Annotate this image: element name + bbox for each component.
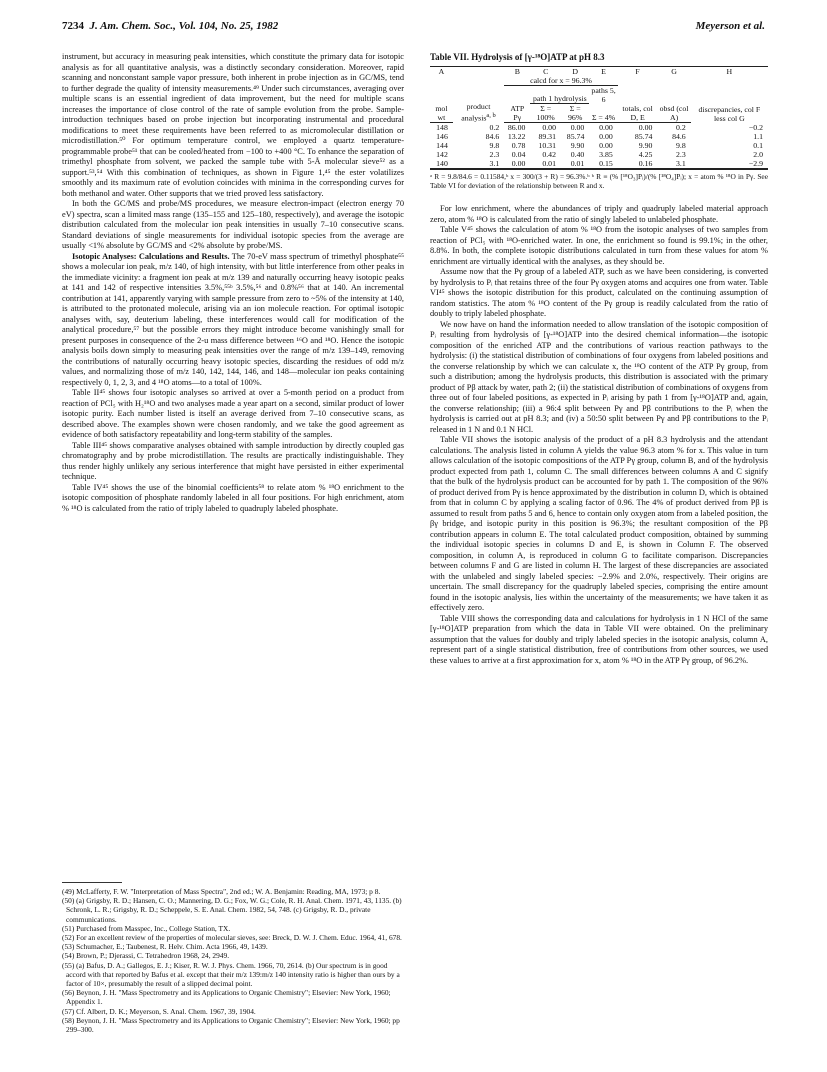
table-cell: 140 bbox=[430, 159, 453, 169]
paragraph-text: The 70-eV mass spectrum of trimethyl phosphate⁵⁵ shows a molecular ion peak, m/z 140, of high intensity, with but little interference from other peaks in the immediate vicinity: a fragment ion peak at m/z 139 and naturally occurring heavy isotopic peaks at 141 and 142 of respective intensities 3.5%,⁵⁵ᵇ 3.5%,⁵⁶ and 0.8%⁵⁶ that at 140. An incremental contribution at 141, apparently varying with sample pressure from zero to ~5% of the intensity at 140, is attributed to the protonated molecule, arising via an ion molecule reaction. For optimal isotopic analyses with, say, deuterium labeling, these interferences would call for modification of the analytical procedure,⁵⁷ but the possible errors they might introduce become vanishingly small for present purposes in consequence of the 2-u mass difference between ¹⁶O and ¹⁸O. Hence the isotopic analysis boils down simply to measuring peak intensities over the range of m/z 139–149, removing the contributions of naturally occurring heavy isotopic species, discarding the residues of odd m/z values, and normalizing those of m/z 140, 142, 144, 146, and 148—molecular ion peaks containing respectively 0, 1, 2, 3, and 4 ¹⁸O atoms—to a total of 100%. bbox=[62, 251, 404, 387]
table-letter-row bbox=[430, 66, 768, 76]
table-footnote: ᵃ R = 9.8/84.6 = 0.11584,ᵇ x = 300/(3 + R) = 96.3%.ᵇ ᵇ R ≡ (% [¹⁸O₃]Pᵢ)/(% [¹⁸O₄]Pᵢ); x = atom % ¹⁸O in Pγ. See Table VI for deviation of the relationship between R and x. bbox=[430, 169, 768, 190]
table-cell: 0.16 bbox=[618, 159, 658, 169]
table-cell: 0.78 bbox=[511, 141, 526, 150]
reference-item: (58) Beynon, J. H. "Mass Spectrometry and its Applications to Organic Chemistry"; Elsevier: New York, 1960; pp 299–300. bbox=[62, 1015, 400, 1035]
table-cell: 0.42 bbox=[542, 150, 556, 159]
footnote-mark: a, b bbox=[486, 111, 496, 119]
col-letter: E bbox=[589, 66, 617, 76]
table-cell: −2.9 bbox=[691, 159, 768, 169]
table-cell: 9.90 bbox=[638, 141, 653, 150]
table-cell: 86.00 bbox=[507, 123, 526, 132]
table-cell: 85.74 bbox=[566, 132, 585, 141]
right-column bbox=[430, 52, 768, 666]
table-cell: 146 bbox=[436, 132, 448, 141]
paragraph: Table III⁴⁵ shows comparative analyses obtained with sample introduction by directly coupled gas chromatography and by probe microdistillation. The results are practically indistinguishable. They thus render highly unlikely any serious interference that might have persisted in either experimental technique. bbox=[62, 440, 404, 481]
table-cell: 0.01 bbox=[530, 159, 561, 169]
table-cell: 142 bbox=[436, 150, 448, 159]
divider bbox=[62, 882, 122, 883]
table-cell: 0.01 bbox=[561, 159, 589, 169]
table-cell: 0.00 bbox=[599, 132, 613, 141]
page-header bbox=[62, 20, 765, 40]
table-cell: 4.25 bbox=[638, 150, 653, 159]
table-cell: 0.04 bbox=[511, 150, 526, 159]
table-row bbox=[430, 141, 768, 150]
paragraph: Table IV⁴⁵ shows the use of the binomial coefficients⁵⁸ to relate atom % ¹⁸O enrichment to the isotopic composition of phosphate randomly labeled in all four positions. For high enrichment, atom % ¹⁸O is calculated from the ratio of triply labeled to quadruply labeled phosphate. bbox=[62, 482, 404, 513]
reference-item: (54) Brown, P.; Djerassi, C. Tetrahedron 1968, 24, 2949. bbox=[62, 951, 230, 961]
table-cell: 84.6 bbox=[672, 132, 686, 141]
table-cell: 3.1 bbox=[657, 159, 690, 169]
paragraph: Table V⁴⁵ shows the calculation of atom % ¹⁸O from the isotopic analyses of two samples from reaction of PCl₅ with ¹⁸O-enriched water. In one, the enrichment so found is 99.1%; in the other, 8.8%. In both, the complete isotopic distributions calculated in turn from these values for atom % enrichment are virtually identical with the analyses, as they should be. bbox=[430, 225, 768, 266]
table-cell: 0.15 bbox=[589, 159, 617, 169]
table-cell: 0.2 bbox=[489, 123, 500, 132]
table-cell: 0.1 bbox=[753, 141, 763, 150]
table-row bbox=[430, 132, 768, 141]
reference-item: (55) (a) Bafus, D. A.; Gallegos, E. J.; Kiser, R. W. J. Phys. Chem. 1966, 70, 2614. (b) Our spectrum is in good accord with that reported by Bafus et al. except that their m/z 139:m/z 140 intensity ratio is higher than ours by a factor of 10×, presumably the result of a slipped decimal point. bbox=[62, 960, 400, 989]
table-row bbox=[430, 150, 768, 159]
paragraph bbox=[62, 252, 404, 389]
paragraph: Assume now that the Pγ group of a labeled ATP, such as we have been considering, is converted by hydrolysis to Pᵢ that retains three of the four Pγ oxygen atoms and acquires one from water. Table VI⁴⁵ shows the isotopic distribution for this product, calculated on the continuing assumption of random statistics. The atom % ¹⁸O content of the Pγ group is readily calculated from the ratio of doubly to triply labeled phosphate. bbox=[430, 267, 768, 318]
header-product: product analysis$^{a, b}$ bbox=[461, 101, 496, 123]
table-cell: 10.31 bbox=[538, 141, 556, 150]
journal-citation bbox=[62, 20, 278, 32]
references bbox=[62, 882, 404, 1034]
header-c: Σ = 100% bbox=[530, 104, 561, 123]
header-e: Σ = 4% bbox=[589, 104, 617, 123]
page-number: 7234 bbox=[62, 20, 84, 32]
table-cell: 0.00 bbox=[542, 123, 556, 132]
table-cell: 2.0 bbox=[753, 150, 763, 159]
table-cell: 85.74 bbox=[634, 132, 653, 141]
header-obsd: obsd (col A) bbox=[657, 104, 690, 123]
col-letter: F bbox=[618, 66, 658, 76]
table-body bbox=[430, 123, 768, 169]
table-vii bbox=[430, 52, 768, 190]
header-molwt: mol wt bbox=[430, 104, 453, 123]
calcd-header: calcd for x = 96.3% bbox=[504, 76, 618, 86]
table-cell: 3.85 bbox=[599, 150, 613, 159]
col-letter: A bbox=[430, 66, 453, 76]
data-table bbox=[430, 66, 768, 170]
table-cell: −0.2 bbox=[748, 123, 763, 132]
table-cell: 144 bbox=[436, 141, 448, 150]
table-cell: 89.31 bbox=[538, 132, 556, 141]
table-cell: 3.1 bbox=[453, 159, 504, 169]
reference-item: (57) Cf. Albert, D. K.; Meyerson, S. Anal. Chem. 1967, 39, 1904. bbox=[62, 1006, 256, 1016]
reference-item: (52) For an excellent review of the properties of molecular sieves, see: Breck, D. W. J. Chem. Educ. 1964, 41, 678. bbox=[62, 933, 402, 943]
table-cell: 0.00 bbox=[599, 141, 613, 150]
paragraph: Table VII shows the isotopic analysis of the product of a pH 8.3 hydrolysis and the attendant calculations. The analysis listed in column A yields the value 96.3 atom % for x. This value in turn allows calculation of the isotopic compositions of the ATP Pγ group, column B, and of the hydrolysis product expected from path 1, column C. The small differences between columns A and C signify that the bulk of the hydrolysis product can be accounted for by path 1. The composition of the 96% of product derived from Pγ is hence approximated by the distribution in column D, which is obtained from that in column C by applying a scaling factor of 0.96. The 4% of product derived from Pβ is assumed to result from paths 5 and 6, hence to contain only oxygen atom from a labeled position, the βγ bridge, and isotopic purity in this position is 96.3%; the resultant composition of the Pβ contribution appears in column E. The total calculated product composition, obtained by summing the individual isotopic species in columns D and E, is shown in Column F. The observed composition, in column A, is reproduced in column G to facilitate comparison. Discrepancies between columns F and G are listed in column H. The largest of these discrepancies are associated with the unlabeled and singly labeled species: −2.9% and 2.0%, respectively. Their origins are uncertain. The small discrepancy for the quadruply labeled species, comprising the entire amount found in the isotopic analysis, lies within the uncertainty of the measurements; we have taken it as effectively zero. bbox=[430, 435, 768, 612]
header-d: Σ = 96% bbox=[561, 104, 589, 123]
col-letter: H bbox=[691, 66, 768, 76]
header-discrepancies: discrepancies, col F less col G bbox=[698, 104, 761, 123]
col-letter: C bbox=[530, 66, 561, 76]
table-cell: 2.3 bbox=[489, 150, 500, 159]
table-cell: 1.1 bbox=[753, 132, 763, 141]
reference-item: (53) Schumacher, E.; Taubenest, R. Helv. Chim. Acta 1966, 49, 1439. bbox=[62, 942, 268, 952]
journal-name: J. Am. Chem. Soc., Vol. 104, No. 25, 1982 bbox=[89, 20, 279, 32]
paragraph: For low enrichment, where the abundances of triply and quadruply labeled material approach zero, atom % ¹⁸O is calculated from the ratio of singly labeled to unlabeled phosphate. bbox=[430, 204, 768, 224]
table-cell: 0.00 bbox=[638, 123, 653, 132]
table-cell: 84.6 bbox=[485, 132, 500, 141]
table-cell: 9.8 bbox=[675, 141, 686, 150]
header-totals: totals, col D, E bbox=[618, 104, 658, 123]
header-atp: ATP Pγ bbox=[504, 104, 530, 123]
table-cell: 0.2 bbox=[675, 123, 686, 132]
table-title: Table VII. Hydrolysis of [γ-¹⁸O]ATP at pH 8.3 bbox=[430, 52, 605, 62]
running-authors: Meyerson et al. bbox=[695, 20, 765, 32]
table-cell: 9.8 bbox=[489, 141, 500, 150]
table-cell: 148 bbox=[436, 123, 448, 132]
table-row bbox=[430, 123, 768, 133]
paragraph: Table II⁴⁵ shows four isotopic analyses so arrived at over a 5-month period on a product from reaction of PCl₅ with H₂¹⁸O and two analyses made a year apart on a second, similar product of lower isotopic purity. Each number listed is itself an average derived from 7–10 consecutive scans, as described above. The examples shown were chosen randomly, and we take the good agreement as evidence of both satisfactory repeatability and long-term stability of the samples. bbox=[62, 388, 404, 439]
reference-item: (50) (a) Grigsby, R. D.; Hansen, C. O.; Mannering, D. G.; Fox, W. G.; Cole, R. H. Anal. Chem. 1971, 43, 1135. (b) Schronk, L. R.; Grigsby, R. D.; Scheppele, S. E. Anal. Chem. 1982, 54, 748. (c) Grigsby, R. D., private communications. bbox=[62, 896, 402, 924]
col-letter: G bbox=[657, 66, 690, 76]
reference-item: (56) Beynon, J. H. "Mass Spectrometry and its Applications to Organic Chemistry"; Elsevier: New York, 1960; Appendix 1. bbox=[62, 988, 391, 1007]
table-cell: 0.00 bbox=[504, 159, 530, 169]
table-header-row bbox=[430, 76, 768, 86]
left-column bbox=[62, 52, 404, 514]
paragraph: instrument, but accuracy in measuring peak intensities, which constitute the primary data for isotopic analysis as for all quantitative analysis, was a distinctly secondary consideration. Moreover, rapid scanning and nonconstant sample vapor pressure, both inherent in probe injection as in GC/MS, tend to further degrade the quality of intensity measurements.⁴⁹ Under such circumstances, averaging over multiple scans is an essential ingredient of data improvement, but the need for multiple scans increases the importance of close control of the rate of sample evolution from the probe. Sample-introduction techniques based on probe injection but incorporating instrumental and procedural modifications to meet these requirements have been referred to as micromolecular distillation or microdistillation.⁵⁰ For optimum temperature control, we employed a quartz temperature-programmable probe⁵¹ that can be cooled/heated from −100 to +400 °C. To enhance the separation of trimethyl phosphate from solvent, we packed the sample tube with 5-Å molecular sieve⁵² as a support.⁵³,⁵⁴ With this combination of techniques, as shown in Figure 1,⁴⁵ the ester volatilizes smoothly and its maximum rate of evolution coincides with minima in the corresponding curves for both methanol and water. Other supports that we tried proved less satisfactory. bbox=[62, 52, 404, 198]
paragraph: In both the GC/MS and probe/MS procedures, we measure electron-impact (electron energy 70 eV) spectra, scan a limited mass range (135–155 and 125–180, respectively), and average the isotopic distribution calculated from the molecular ion peak intensities in usually 7–10 consecutive scans. Standard deviations of single measurements for individual isotopic species from the average are usually <1% absolute by GC/MS and <2% absolute by probe/MS. bbox=[62, 199, 404, 250]
table-cell: 13.22 bbox=[507, 132, 526, 141]
col-letter: D bbox=[561, 66, 589, 76]
col-letter bbox=[453, 66, 504, 76]
table-cell: 9.90 bbox=[570, 141, 585, 150]
table-cell: 0.40 bbox=[570, 150, 585, 159]
table-cell: 0.00 bbox=[599, 123, 613, 132]
paragraph: Table VIII shows the corresponding data and calculations for hydrolysis in 1 N HCl of the same [γ-¹⁸O]ATP preparation from which the data in Table VII were obtained. On the preliminary assumption that the values for doubly and triply labeled species in the isotopic analysis, column A, represent part of a single statistical distribution, free of contributions from other sources, we used these values to arrive at a first approximation for x, atom % ¹⁸O in the ATP Pγ group, of 96.2%. bbox=[430, 613, 768, 665]
header-paths: paths 5, 6 bbox=[591, 85, 616, 104]
table-cell: 0.00 bbox=[570, 123, 585, 132]
col-letter: B bbox=[504, 66, 530, 76]
reference-item: (49) McLafferty, F. W. "Interpretation of Mass Spectra", 2nd ed.; W. A. Benjamin: Reading, MA, 1973; p 8. bbox=[62, 887, 381, 896]
table-row bbox=[430, 159, 768, 169]
reference-list bbox=[62, 887, 404, 1034]
path1-header: path 1 hydrolysis bbox=[530, 85, 589, 104]
reference-item: (51) Purchased from Masspec, Inc., College Station, TX. bbox=[62, 923, 231, 933]
paragraph: We now have on hand the information needed to allow translation of the isotopic composition of Pᵢ resulting from hydrolysis of [γ-¹⁸O]ATP into the desired chemical information—the isotopic composition of the enriched ATP and the contributions of various reaction pathways to the hydrolysis: (i) the statistical distribution of combinations of four oxygens from labeled positions and the converse relationship by which we can calculate x, the ¹⁸O content of the ATP Pγ group, from such a distribution; among the hydrolysis products, this distribution is associated with the primary product of Pβ attack by water, path 2; (ii) the statistical distribution of combinations of oxygens from three out of four labeled positions, as expected in Pᵢ arising by path 1 from [γ-¹⁸O]ATP and, again, the converse relationship; (iii) a 96:4 split between Pγ and Pβ contributions to the Pᵢ when the hydrolysis is carried out at pH 8.3; and (iv) a 50:50 split between Pγ and Pβ contributions to the Pᵢ released in 1 N and 0.1 N HCl. bbox=[430, 319, 768, 434]
table-cell: 2.3 bbox=[675, 150, 686, 159]
section-heading: Isotopic Analyses: Calculations and Results. bbox=[72, 251, 230, 261]
